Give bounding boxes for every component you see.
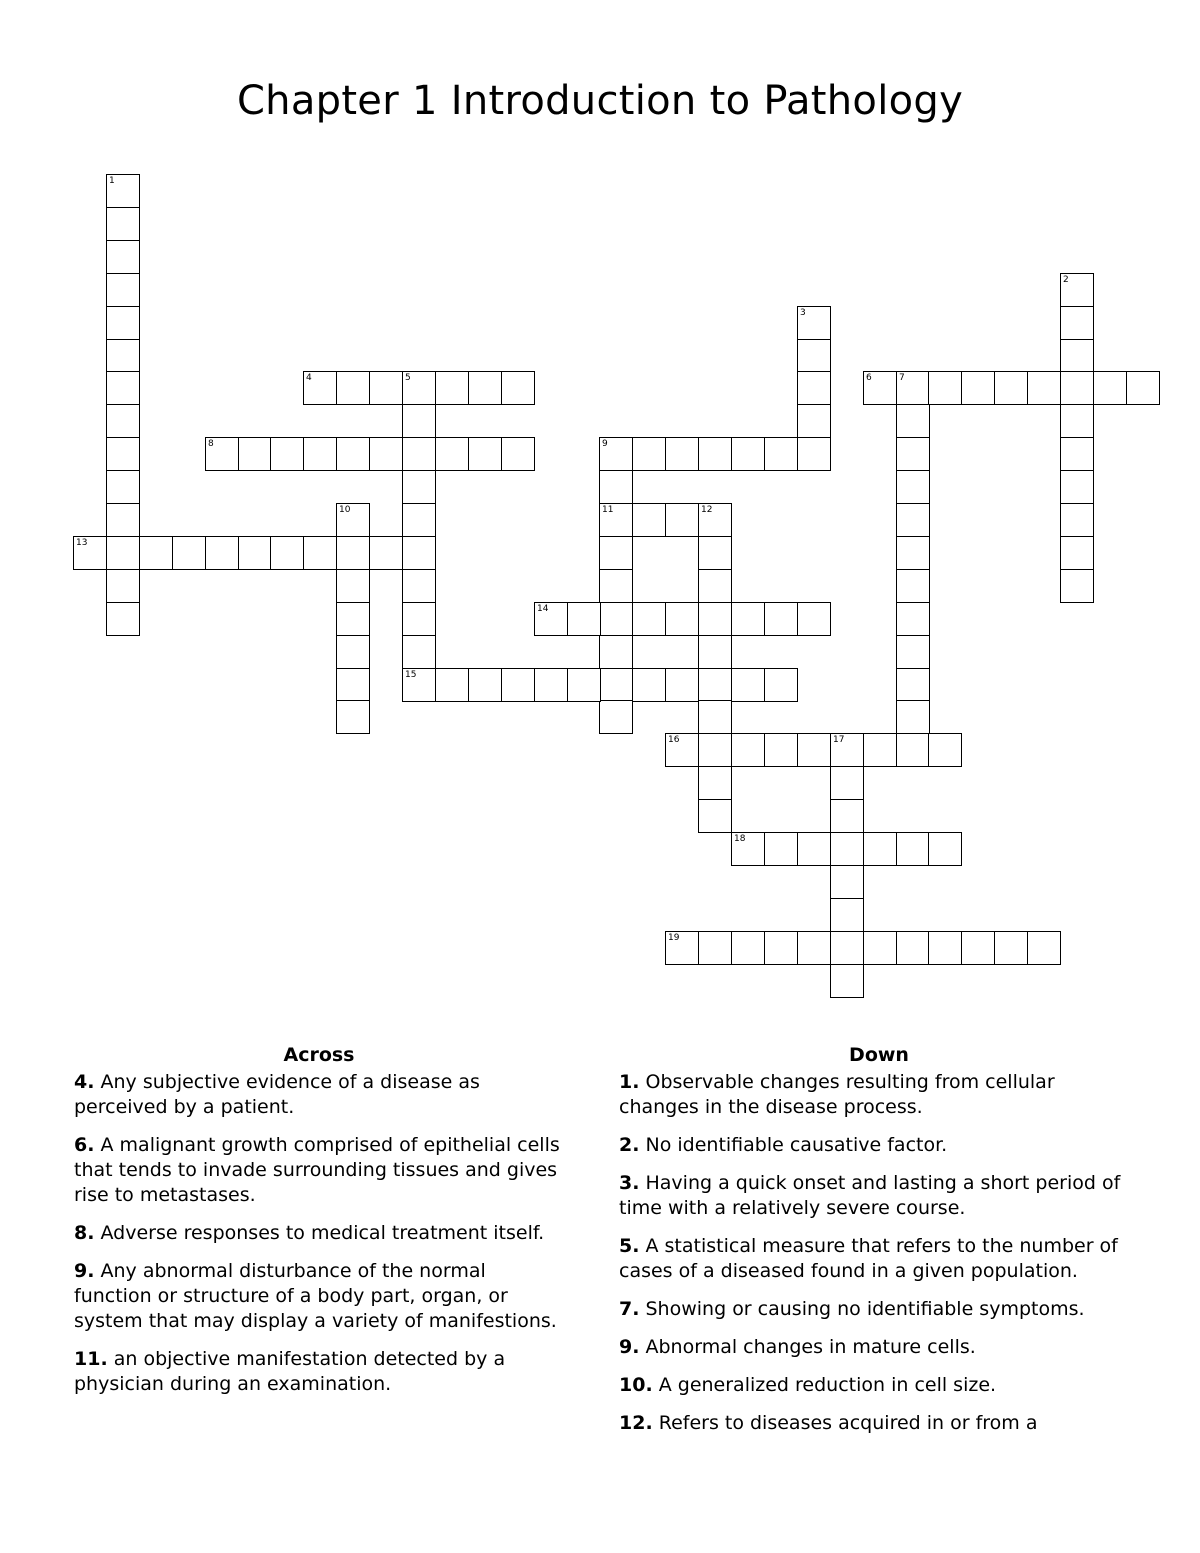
clue-text: Adverse responses to medical treatment itself. — [100, 1222, 545, 1244]
crossword-cell[interactable] — [698, 536, 732, 570]
crossword-cell[interactable] — [369, 437, 403, 471]
crossword-cell[interactable] — [731, 931, 765, 965]
clue-text: Abnormal changes in mature cells. — [645, 1336, 976, 1358]
crossword-cell[interactable] — [238, 437, 272, 471]
crossword-cell[interactable] — [830, 733, 864, 767]
down-clue — [619, 1133, 1139, 1158]
down-clue — [619, 1171, 1139, 1221]
down-clue — [619, 1297, 1139, 1322]
clue-number: 6. — [74, 1134, 95, 1156]
crossword-cell[interactable] — [369, 536, 403, 570]
down-heading: Down — [849, 1044, 909, 1066]
crossword-cell[interactable] — [731, 668, 765, 702]
cell-number: 14 — [537, 604, 549, 614]
crossword-cell[interactable] — [896, 536, 930, 570]
cell-number: 5 — [405, 373, 411, 383]
crossword-cell[interactable] — [896, 569, 930, 603]
crossword-cell[interactable] — [797, 931, 831, 965]
crossword-cell[interactable] — [797, 602, 831, 636]
crossword-cell[interactable] — [698, 437, 732, 471]
across-clue — [74, 1133, 564, 1208]
crossword-cell[interactable] — [830, 931, 864, 965]
crossword-cell[interactable] — [468, 371, 502, 405]
crossword-cell[interactable] — [632, 437, 666, 471]
crossword-cell[interactable] — [106, 602, 140, 636]
crossword-cell[interactable] — [665, 931, 699, 965]
down-clue — [619, 1373, 1139, 1398]
crossword-cell[interactable] — [731, 437, 765, 471]
crossword-cell[interactable] — [896, 832, 930, 866]
cell-number: 2 — [1063, 275, 1069, 285]
page-title: Chapter 1 Introduction to Pathology — [236, 78, 964, 124]
crossword-cell[interactable] — [336, 503, 370, 537]
crossword-cell[interactable] — [402, 569, 436, 603]
crossword-cell[interactable] — [599, 635, 633, 669]
crossword-cell[interactable] — [764, 733, 798, 767]
crossword-cell[interactable] — [665, 602, 699, 636]
clue-text: Refers to diseases acquired in or from a — [658, 1412, 1038, 1434]
crossword-cell[interactable] — [599, 668, 633, 702]
crossword-cell[interactable] — [896, 931, 930, 965]
crossword-cell[interactable] — [501, 371, 535, 405]
crossword-cell[interactable] — [665, 733, 699, 767]
crossword-cell[interactable] — [863, 832, 897, 866]
down-clue — [619, 1234, 1139, 1284]
crossword-cell[interactable] — [698, 635, 732, 669]
crossword-cell[interactable] — [534, 668, 568, 702]
crossword-cell[interactable] — [106, 240, 140, 274]
crossword-cell[interactable] — [336, 700, 370, 734]
clue-number: 9. — [74, 1260, 95, 1282]
crossword-cell[interactable] — [501, 437, 535, 471]
crossword-cell[interactable] — [468, 668, 502, 702]
cell-number: 12 — [701, 505, 713, 515]
crossword-cell[interactable] — [599, 470, 633, 504]
crossword-cell[interactable] — [797, 339, 831, 373]
cell-number: 19 — [668, 933, 680, 943]
crossword-cell[interactable] — [402, 602, 436, 636]
crossword-cell[interactable] — [928, 832, 962, 866]
clue-number: 11. — [74, 1348, 108, 1370]
clue-text: A statistical measure that refers to the number of cases of a diseased found in a given population. — [619, 1235, 1118, 1282]
crossword-cell[interactable] — [106, 273, 140, 307]
crossword-cell[interactable] — [106, 503, 140, 537]
crossword-cell[interactable] — [698, 668, 732, 702]
crossword-cell[interactable] — [665, 503, 699, 537]
clue-number: 10. — [619, 1374, 653, 1396]
crossword-cell[interactable] — [369, 371, 403, 405]
crossword-cell[interactable] — [994, 371, 1028, 405]
crossword-cell[interactable] — [567, 668, 601, 702]
crossword-cell[interactable] — [599, 503, 633, 537]
cell-number: 6 — [866, 373, 872, 383]
crossword-cell[interactable] — [665, 668, 699, 702]
crossword-cell[interactable] — [270, 437, 304, 471]
crossword-cell[interactable] — [1060, 339, 1094, 373]
crossword-cell[interactable] — [896, 404, 930, 438]
clue-number: 1. — [619, 1071, 640, 1093]
crossword-cell[interactable] — [632, 503, 666, 537]
crossword-cell[interactable] — [896, 635, 930, 669]
down-clue — [619, 1335, 1139, 1360]
clue-text: Having a quick onset and lasting a short period of time with a relatively severe course. — [619, 1172, 1121, 1219]
crossword-cell[interactable] — [1060, 306, 1094, 340]
clue-number: 5. — [619, 1235, 640, 1257]
across-clue — [74, 1259, 564, 1334]
crossword-cell[interactable] — [106, 371, 140, 405]
clue-text: Showing or causing no identifiable symptoms. — [645, 1298, 1085, 1320]
clue-text: Any subjective evidence of a disease as perceived by a patient. — [74, 1071, 480, 1118]
crossword-cell[interactable] — [336, 635, 370, 669]
crossword-cell[interactable] — [830, 832, 864, 866]
crossword-cell[interactable] — [402, 404, 436, 438]
cell-number: 10 — [339, 505, 351, 515]
cell-number: 13 — [76, 538, 88, 548]
crossword-cell[interactable] — [106, 404, 140, 438]
crossword-cell[interactable] — [928, 931, 962, 965]
down-clues — [619, 1040, 1139, 1449]
crossword-cell[interactable] — [797, 404, 831, 438]
across-clue — [74, 1347, 564, 1397]
crossword-cell[interactable] — [106, 306, 140, 340]
crossword-cell[interactable] — [336, 569, 370, 603]
crossword-cell[interactable] — [928, 733, 962, 767]
crossword-cell[interactable] — [106, 207, 140, 241]
crossword-cell[interactable] — [896, 371, 930, 405]
crossword-cell[interactable] — [896, 437, 930, 471]
crossword-cell[interactable] — [501, 668, 535, 702]
crossword-cell[interactable] — [994, 931, 1028, 965]
crossword-cell[interactable] — [830, 766, 864, 800]
crossword-cell[interactable] — [1060, 470, 1094, 504]
crossword-cell[interactable] — [632, 602, 666, 636]
crossword-cell[interactable] — [402, 470, 436, 504]
crossword-cell[interactable] — [106, 339, 140, 373]
crossword-cell[interactable] — [764, 668, 798, 702]
clue-number: 7. — [619, 1298, 640, 1320]
crossword-cell[interactable] — [402, 536, 436, 570]
crossword-cell[interactable] — [896, 602, 930, 636]
crossword-cell[interactable] — [830, 799, 864, 833]
crossword-cell[interactable] — [731, 602, 765, 636]
clue-number: 4. — [74, 1071, 95, 1093]
crossword-cell[interactable] — [896, 668, 930, 702]
crossword-cell[interactable] — [1027, 371, 1061, 405]
crossword-cell[interactable] — [863, 733, 897, 767]
crossword-cell[interactable] — [1027, 931, 1061, 965]
crossword-cell[interactable] — [567, 602, 601, 636]
crossword-cell[interactable] — [698, 700, 732, 734]
crossword-cell[interactable] — [106, 437, 140, 471]
crossword-cell[interactable] — [698, 931, 732, 965]
cell-number: 3 — [800, 308, 806, 318]
crossword-cell[interactable] — [435, 371, 469, 405]
crossword-cell[interactable] — [336, 668, 370, 702]
crossword-cell[interactable] — [830, 898, 864, 932]
crossword-cell[interactable] — [205, 437, 239, 471]
crossword-cell[interactable] — [797, 832, 831, 866]
crossword-cell[interactable] — [665, 437, 699, 471]
cell-number: 11 — [602, 505, 614, 515]
cell-number: 15 — [405, 670, 417, 680]
crossword-cell[interactable] — [468, 437, 502, 471]
crossword-cell[interactable] — [534, 602, 568, 636]
crossword-cell[interactable] — [1060, 273, 1094, 307]
crossword-cell[interactable] — [764, 602, 798, 636]
crossword-cell[interactable] — [764, 437, 798, 471]
crossword-cell[interactable] — [599, 700, 633, 734]
crossword-cell[interactable] — [1093, 371, 1127, 405]
crossword-cell[interactable] — [599, 569, 633, 603]
crossword-cell[interactable] — [896, 503, 930, 537]
crossword-cell[interactable] — [599, 536, 633, 570]
cell-number: 17 — [833, 735, 845, 745]
down-clue — [619, 1070, 1139, 1120]
crossword-cell[interactable] — [336, 602, 370, 636]
crossword-cell[interactable] — [863, 371, 897, 405]
crossword-cell[interactable] — [698, 766, 732, 800]
crossword-cell[interactable] — [731, 832, 765, 866]
crossword-cell[interactable] — [336, 437, 370, 471]
crossword-cell[interactable] — [830, 865, 864, 899]
crossword-cell[interactable] — [106, 470, 140, 504]
clue-number: 3. — [619, 1172, 640, 1194]
clue-number: 12. — [619, 1412, 653, 1434]
crossword-cell[interactable] — [863, 931, 897, 965]
clue-text: an objective manifestation detected by a physician during an examination. — [74, 1348, 506, 1395]
crossword-cell[interactable] — [928, 371, 962, 405]
cell-number: 4 — [306, 373, 312, 383]
crossword-cell[interactable] — [73, 536, 107, 570]
crossword-cell[interactable] — [435, 437, 469, 471]
crossword-cell[interactable] — [1060, 437, 1094, 471]
crossword-cell[interactable] — [797, 306, 831, 340]
crossword-cell[interactable] — [698, 569, 732, 603]
crossword-cell[interactable] — [435, 668, 469, 702]
crossword-cell[interactable] — [402, 503, 436, 537]
crossword-cell[interactable] — [336, 371, 370, 405]
clue-number: 9. — [619, 1336, 640, 1358]
crossword-cell[interactable] — [797, 371, 831, 405]
clue-number: 8. — [74, 1222, 95, 1244]
crossword-cell[interactable] — [106, 174, 140, 208]
across-clues — [74, 1040, 564, 1410]
cell-number: 9 — [602, 439, 608, 449]
cell-number: 8 — [208, 439, 214, 449]
crossword-cell[interactable] — [599, 437, 633, 471]
crossword-cell[interactable] — [896, 733, 930, 767]
crossword-cell[interactable] — [402, 437, 436, 471]
across-clue — [74, 1070, 564, 1120]
crossword-cell[interactable] — [731, 733, 765, 767]
crossword-cell[interactable] — [632, 668, 666, 702]
crossword-cell[interactable] — [106, 569, 140, 603]
crossword-cell[interactable] — [402, 668, 436, 702]
crossword-cell[interactable] — [336, 536, 370, 570]
crossword-cell[interactable] — [599, 602, 633, 636]
crossword-cell[interactable] — [797, 437, 831, 471]
crossword-cell[interactable] — [830, 964, 864, 998]
crossword-cell[interactable] — [698, 799, 732, 833]
cell-number: 18 — [734, 834, 746, 844]
clue-text: Observable changes resulting from cellular changes in the disease process. — [619, 1071, 1055, 1118]
across-heading: Across — [283, 1044, 355, 1066]
crossword-cell[interactable] — [961, 371, 995, 405]
clue-text: A malignant growth comprised of epithelial cells that tends to invade surrounding tissues and gives rise to metastases. — [74, 1134, 560, 1206]
crossword-cell[interactable] — [1060, 404, 1094, 438]
cell-number: 7 — [899, 373, 905, 383]
crossword-cell[interactable] — [172, 536, 206, 570]
clue-number: 2. — [619, 1134, 640, 1156]
crossword-cell[interactable] — [139, 536, 173, 570]
cell-number: 16 — [668, 735, 680, 745]
clue-text: No identifiable causative factor. — [645, 1134, 948, 1156]
crossword-cell[interactable] — [896, 700, 930, 734]
crossword-cell[interactable] — [961, 931, 995, 965]
crossword-cell[interactable] — [402, 635, 436, 669]
crossword-cell[interactable] — [1060, 371, 1094, 405]
crossword-cell[interactable] — [698, 733, 732, 767]
clue-text: A generalized reduction in cell size. — [658, 1374, 997, 1396]
crossword-cell[interactable] — [698, 503, 732, 537]
crossword-cell[interactable] — [1126, 371, 1160, 405]
crossword-cell[interactable] — [270, 536, 304, 570]
crossword-cell[interactable] — [764, 931, 798, 965]
crossword-cell[interactable] — [764, 832, 798, 866]
crossword-cell[interactable] — [106, 536, 140, 570]
crossword-cell[interactable] — [205, 536, 239, 570]
crossword-cell[interactable] — [1060, 536, 1094, 570]
across-clue — [74, 1221, 564, 1246]
crossword-cell[interactable] — [1060, 569, 1094, 603]
crossword-cell[interactable] — [303, 536, 337, 570]
crossword-cell[interactable] — [1060, 503, 1094, 537]
cell-number: 1 — [109, 176, 115, 186]
crossword-cell[interactable] — [238, 536, 272, 570]
crossword-cell[interactable] — [797, 733, 831, 767]
crossword-cell[interactable] — [698, 602, 732, 636]
clue-text: Any abnormal disturbance of the normal function or structure of a body part, organ, or system that may display a variety of manifestions. — [74, 1260, 557, 1332]
crossword-cell[interactable] — [402, 371, 436, 405]
crossword-cell[interactable] — [303, 437, 337, 471]
crossword-cell[interactable] — [303, 371, 337, 405]
crossword-cell[interactable] — [896, 470, 930, 504]
down-clue — [619, 1411, 1139, 1436]
